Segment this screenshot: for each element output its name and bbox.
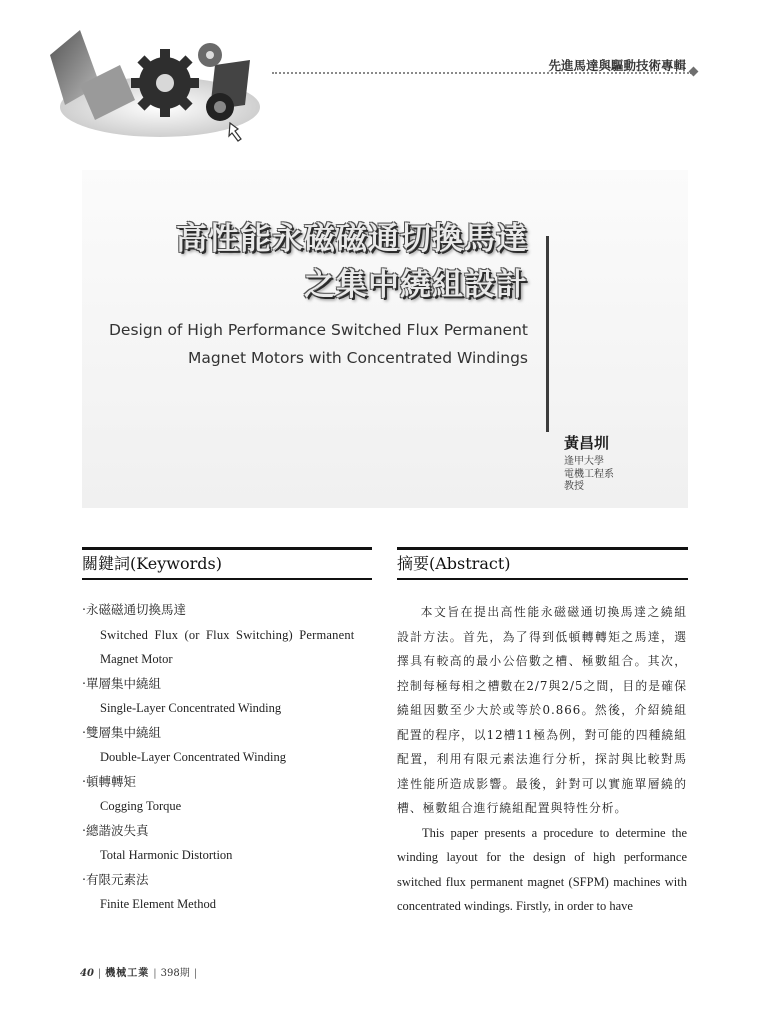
keyword-en-continued: Magnet Motor bbox=[100, 652, 173, 666]
author-affiliation bbox=[564, 456, 614, 494]
keyword-en: Single-Layer Concentrated Winding bbox=[100, 701, 282, 715]
abstract-heading: 摘要(Abstract) bbox=[397, 547, 688, 580]
keyword-item bbox=[82, 821, 374, 870]
keyword-en: Double-Layer Concentrated Winding bbox=[100, 750, 287, 764]
keyword-zh: ‧永磁磁通切換馬達 bbox=[82, 602, 186, 617]
keyword-en: Finite Element Method bbox=[100, 897, 216, 911]
title-panel bbox=[82, 170, 688, 508]
english-title-line2: Magnet Motors with Concentrated Windings bbox=[187, 349, 528, 367]
keyword-zh: ‧總諧波失真 bbox=[82, 822, 149, 838]
abstract-chinese-paragraph: 本文旨在提出高性能永磁磁通切換馬達之繞組設計方法。首先，為了得到低頓轉轉矩之馬達，選擇具有較高的最小公倍數之槽、極數組合。其次，控制每極每相之槽數在2/7與2/5之間，目的是確保繞組因數至少大於或等於0.866。然後，介紹繞組配置的程序，以12槽11極為例，對可能的四種繞組配置，利用有限元素法進行分析，探討與比較對馬達性能所造成影響。最後，針對可以實施單層繞的槽、極數組合進行繞組配置與特性分析。 bbox=[397, 605, 687, 815]
keyword-item bbox=[82, 600, 374, 674]
header-dotted-rule bbox=[272, 72, 692, 74]
author-name: 黃昌圳 bbox=[564, 434, 610, 452]
page-number: 40 bbox=[80, 968, 94, 979]
keyword-item bbox=[82, 674, 374, 723]
keyword-zh: ‧雙層集中繞組 bbox=[82, 724, 161, 740]
affiliation-department: 電機工程系 bbox=[564, 468, 614, 480]
title-vertical-rule bbox=[546, 236, 549, 432]
abstract-body bbox=[397, 600, 687, 919]
header-gear-illustration bbox=[40, 25, 270, 150]
magazine-name: 機械工業 bbox=[105, 968, 150, 979]
chinese-title bbox=[176, 216, 528, 308]
issue-number: 398期 bbox=[160, 968, 190, 979]
keyword-item bbox=[82, 772, 374, 821]
footer-separator: | bbox=[193, 968, 198, 979]
affiliation-position: 教授 bbox=[564, 481, 584, 492]
chinese-title-line1: 高性能永磁磁通切換馬達 bbox=[176, 221, 528, 257]
header-diamond-ornament bbox=[689, 67, 699, 77]
footer-separator: | bbox=[153, 968, 157, 979]
english-title-line1: Design of High Performance Switched Flux Permanent bbox=[109, 321, 528, 339]
keyword-zh: ‧有限元素法 bbox=[82, 871, 149, 887]
keywords-heading: 關鍵詞(Keywords) bbox=[82, 547, 372, 580]
keyword-zh: ‧單層集中繞組 bbox=[82, 675, 161, 691]
keyword-item bbox=[82, 870, 374, 919]
affiliation-university: 逢甲大學 bbox=[564, 456, 604, 467]
keyword-zh: ‧頓轉轉矩 bbox=[82, 773, 136, 789]
english-title bbox=[109, 316, 528, 372]
page-footer bbox=[80, 964, 201, 979]
abstract-english-paragraph: This paper presents a procedure to determine the winding layout for the design of high performance switched flux permanent magnet (SFPM) machines with concentrated windings. Firstly, in order to have bbox=[397, 825, 687, 913]
keyword-en: Total Harmonic Distortion bbox=[100, 848, 233, 862]
chinese-title-line2: 之集中繞組設計 bbox=[304, 267, 528, 303]
keyword-en: Switched Flux (or Flux Switching) Permanent bbox=[100, 627, 355, 642]
keyword-en: Cogging Torque bbox=[100, 799, 182, 813]
footer-separator: | bbox=[97, 968, 102, 979]
keyword-item bbox=[82, 723, 374, 772]
section-title: 先進馬達與驅動技術專輯 bbox=[548, 58, 686, 73]
keywords-list bbox=[82, 600, 374, 919]
